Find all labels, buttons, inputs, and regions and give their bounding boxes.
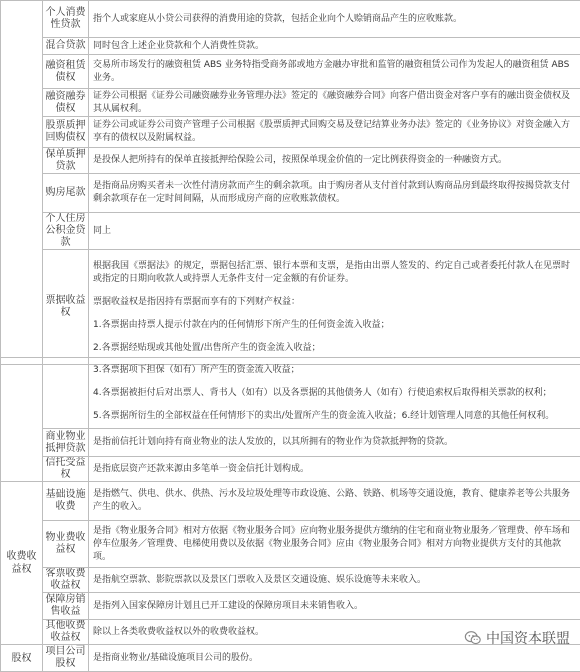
asset-desc-cell: 证券公司或证券公司资产管理子公司根据《股票质押式回购交易及登记结算业务办法》签定的《业务协议》对资金融入方享有的债权以及附属权益。 <box>89 117 580 148</box>
wechat-icon <box>464 629 482 647</box>
asset-name-cell: 信托受益权 <box>43 457 89 482</box>
asset-desc-cell: 是指航空票款、影院票款以及景区门票收入及景区交通设施、娱乐设施等未来收入。 <box>89 568 580 593</box>
table-row <box>1 429 580 457</box>
asset-name-cell: 混合贷款 <box>43 38 89 55</box>
table-row <box>1 482 580 521</box>
table-row <box>1 148 580 174</box>
category-cell: 收费收益权 <box>1 482 43 645</box>
asset-name-cell: 项目公司股权 <box>43 645 89 672</box>
asset-name-cell: 融资融券债权 <box>43 89 89 117</box>
asset-name-cell: 客票收费收益权 <box>43 568 89 593</box>
asset-name-cell: 基础设施收费 <box>43 482 89 521</box>
asset-desc-cell: 是指商业物业/基础设施项目公司的股份。 <box>89 645 580 672</box>
paragraph: 根据我国《票据法》的规定，票据包括汇票、银行本票和支票，是指由出票人签发的、约定自己或者委托付款人在见票时或指定的日期向收款人或持票人无条件支付一定金额的有价证券。 <box>93 260 576 286</box>
asset-desc-cell <box>89 250 580 365</box>
table-row <box>1 593 580 620</box>
table-row <box>1 117 580 148</box>
watermark <box>464 628 570 648</box>
asset-name-cell: 物业费收益权 <box>43 521 89 568</box>
asset-name-cell: 购房尾款 <box>43 174 89 213</box>
paragraph: 1.各票据由持票人提示付款在内的任何情形下所产生的任何资金流入收益； <box>93 319 576 332</box>
paragraph: 4.各票据被拒付后对出票人、背书人（如有）以及各票据的其他债务人（如有）行使追索权后取得相关票款的权利； <box>93 387 576 400</box>
category-cell-blank <box>1 1 43 365</box>
table-row <box>1 1 580 38</box>
asset-desc-cell: 交易所市场发行的融资租赁 ABS 业务特指受商务部或地方金融办审批和监管的融资租赁公司作为发起人的融资租赁 ABS 业务。 <box>89 55 580 89</box>
table-row <box>1 645 580 672</box>
asset-desc-cell: 是投保人把所持有的保单直接抵押给保险公司，按照保单现金价值的一定比例获得资金的一种融资方式。 <box>89 148 580 174</box>
asset-name-cell: 其他收费收益权 <box>43 620 89 645</box>
asset-desc-cell: 除以上各类收费收益权以外的收费收益权。 <box>89 620 580 645</box>
table-row <box>1 174 580 213</box>
asset-name-cell: 个人住房公积金贷款 <box>43 213 89 250</box>
table-row <box>1 568 580 593</box>
asset-name-cell: 保单质押贷款 <box>43 148 89 174</box>
asset-desc-cell: 同时包含上述企业贷款和个人消费性贷款。 <box>89 38 580 55</box>
asset-desc-cell: 指个人或家庭从小贷公司获得的消费用途的贷款，包括企业向个人赊销商品产生的应收账款。 <box>89 1 580 38</box>
asset-table-part-2 <box>0 357 580 672</box>
asset-name-cell: 票据收益权 <box>43 250 89 365</box>
asset-name-cell-blank <box>43 358 89 429</box>
asset-name-cell: 保障房销售收益 <box>43 593 89 620</box>
asset-name-cell: 商业物业抵押贷款 <box>43 429 89 457</box>
asset-desc-cell: 是指列入国家保障房计划且已开工建设的保障房项目未来销售收入。 <box>89 593 580 620</box>
paragraph: 5.各票据所衍生的全部权益在任何情形下的卖出/处置所产生的资金流入收益；6.经计划管理人同意的其他任何权利。 <box>93 410 576 423</box>
table-row <box>1 358 580 429</box>
asset-desc-cell: 是指前信托计划向持有商业物业的法人发放的，以其所拥有的物业作为贷款抵押物的贷款。 <box>89 429 580 457</box>
asset-desc-cell: 是指底层资产还款来源由多笔单一资金信托计划构成。 <box>89 457 580 482</box>
paragraph: 2.各票据经贴现或其他处置/出售所产生的资金流入收益； <box>93 342 576 355</box>
table-row <box>1 89 580 117</box>
table-row <box>1 55 580 89</box>
table-row <box>1 521 580 568</box>
asset-desc-cell: 证券公司根据《证券公司融资融券业务管理办法》签定的《融资融券合同》向客户借出资金对客户享有的融出资金债权及其从属权利。 <box>89 89 580 117</box>
asset-name-cell: 融资租赁债权 <box>43 55 89 89</box>
table-row <box>1 213 580 250</box>
asset-desc-cell: 是指《物业服务合同》相对方依据《物业服务合同》应向物业服务提供方缴纳的住宅和商业物业服务／管理费、停车场和停车位服务／管理费、电梯使用费以及依据《物业服务合同》应由《物业服务合同》相对方向物业提供方支付的其他款项。 <box>89 521 580 568</box>
paragraph: 票据收益权是指因持有票据而享有的下列财产权益： <box>93 296 576 309</box>
asset-desc-cell: 是指商品房购买者未一次性付清房款而产生的剩余款项。由于购房者从支付首付款到认购商品房到最终取得按揭贷款支付剩余款项存在一定时间间隔，从而形成房产商的应收账款债权。 <box>89 174 580 213</box>
asset-desc-cell: 同上 <box>89 213 580 250</box>
asset-desc-cell <box>89 358 580 429</box>
watermark-text: 中国资本联盟 <box>486 628 570 648</box>
table-row <box>1 457 580 482</box>
paragraph: 3.各票据项下担保（如有）所产生的资金流入收益； <box>93 364 576 377</box>
asset-desc-cell: 是指燃气、供电、供水、供热、污水及垃圾处理等市政设施、公路、铁路、机场等交通设施，教育、健康养老等公共服务产生的收入。 <box>89 482 580 521</box>
asset-name-cell: 个人消费性贷款 <box>43 1 89 38</box>
table-row <box>1 38 580 55</box>
category-cell: 股权 <box>1 645 43 672</box>
asset-name-cell: 股票质押回购债权 <box>43 117 89 148</box>
category-cell-blank <box>1 358 43 482</box>
table-row <box>1 250 580 365</box>
